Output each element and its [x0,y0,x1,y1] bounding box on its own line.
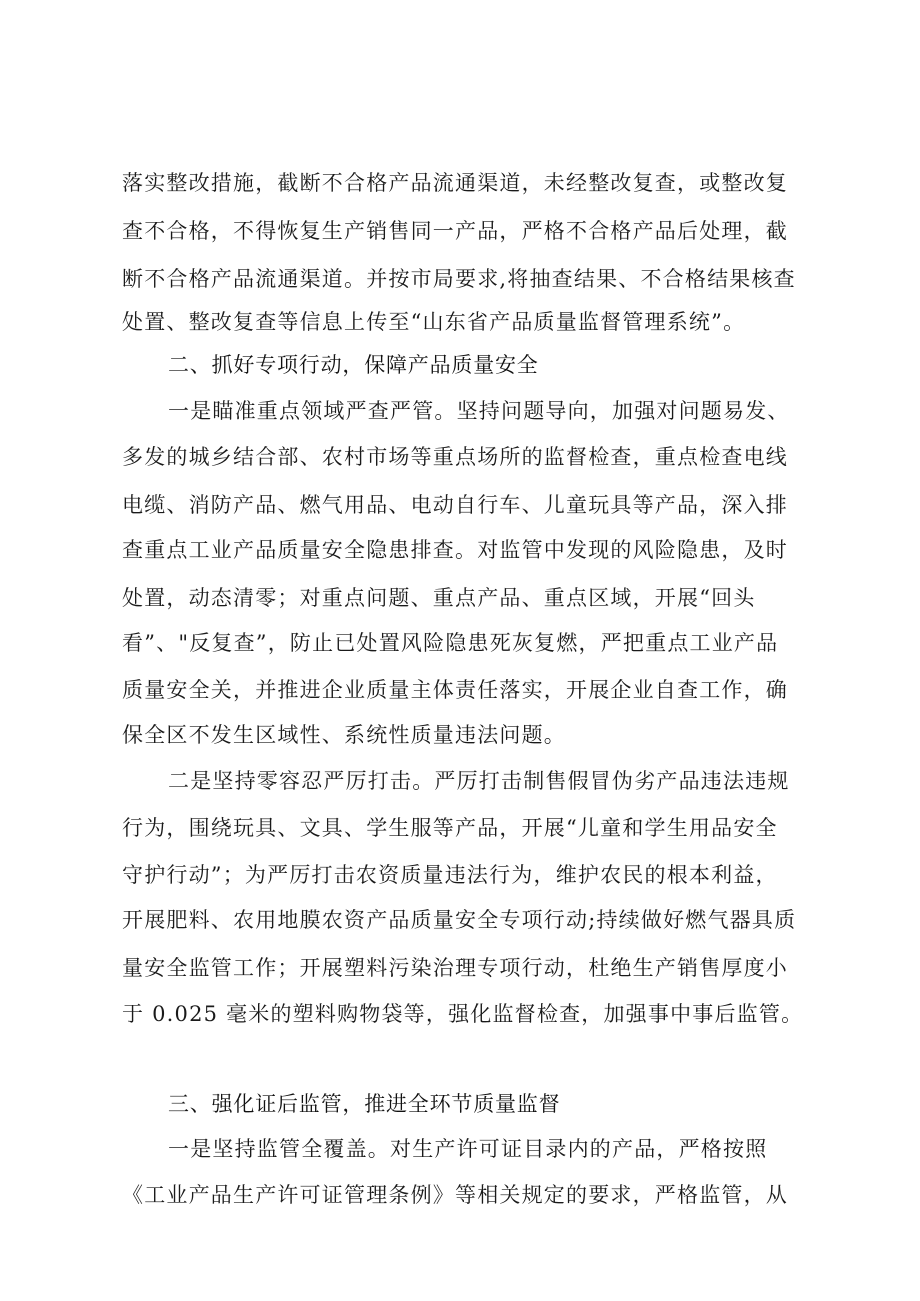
text-line: 看”、"反复查”，防止已处置风险隐患死灰复燃，严把重点工业产品 [122,631,779,655]
text-line: 查不合格，不得恢复生产销售同一产品，严格不合格产品后处理，截 [122,219,788,243]
text-line: 一是瞄准重点领域严查严管。坚持问题导向，加强对问题易发、 [168,399,790,423]
text-line: 断不合格产品流通渠道。并按市局要求,将抽查结果、不合格结果核查 [122,267,796,291]
text-line: 多发的城乡结合部、农村市场等重点场所的监督检查，重点检查电线 [122,445,788,469]
text-line: 保全区不发生区域性、系统性质量违法问题。 [122,723,566,747]
text-line: 开展肥料、农用地膜农资产品质量安全专项行动;持续做好燃气器具质 [122,908,797,932]
text-line: 查重点工业产品质量安全隐患排查。对监管中发现的风险隐患，及时 [122,538,788,562]
text-line: 《工业产品生产许可证管理条例》等相关规定的要求，严格监管，从 [122,1183,788,1207]
text-line: 守护行动”；为严厉打击农资质量违法行为，维护农民的根本利益， [122,863,778,887]
text-line: 于 0.025 毫米的塑料购物袋等，强化监督检查，加强事中事后监管。 [122,1002,804,1026]
text-line: 电缆、消防产品、燃气用品、电动自行车、儿童玩具等产品，深入排 [122,493,788,517]
text-line: 质量安全关，并推进企业质量主体责任落实，开展企业自查工作，确 [122,678,788,702]
section-heading: 二、抓好专项行动，保障产品质量安全 [168,353,539,377]
text-line: 二是坚持零容忍严厉打击。严厉打击制售假冒伪劣产品违法违规 [168,769,790,793]
text-line: 处置，动态清零；对重点问题、重点产品、重点区域，开展“回头 [122,586,756,610]
text-line: 量安全监管工作；开展塑料污染治理专项行动，杜绝生产销售厚度小 [122,956,788,980]
text-line: 处置、整改复查等信息上传至“山东省产品质量监督管理系统”。 [122,310,746,334]
text-line: 落实整改措施，截断不合格产品流通渠道，未经整改复查，或整改复 [122,171,788,195]
section-heading: 三、强化证后监管，推进全环节质量监督 [168,1092,561,1116]
text-line: 行为，围绕玩具、文具、学生服等产品，开展“儿童和学生用品安全 [122,816,778,840]
text-line: 一是坚持监管全覆盖。对生产许可证目录内的产品，严格按照 [168,1137,768,1161]
